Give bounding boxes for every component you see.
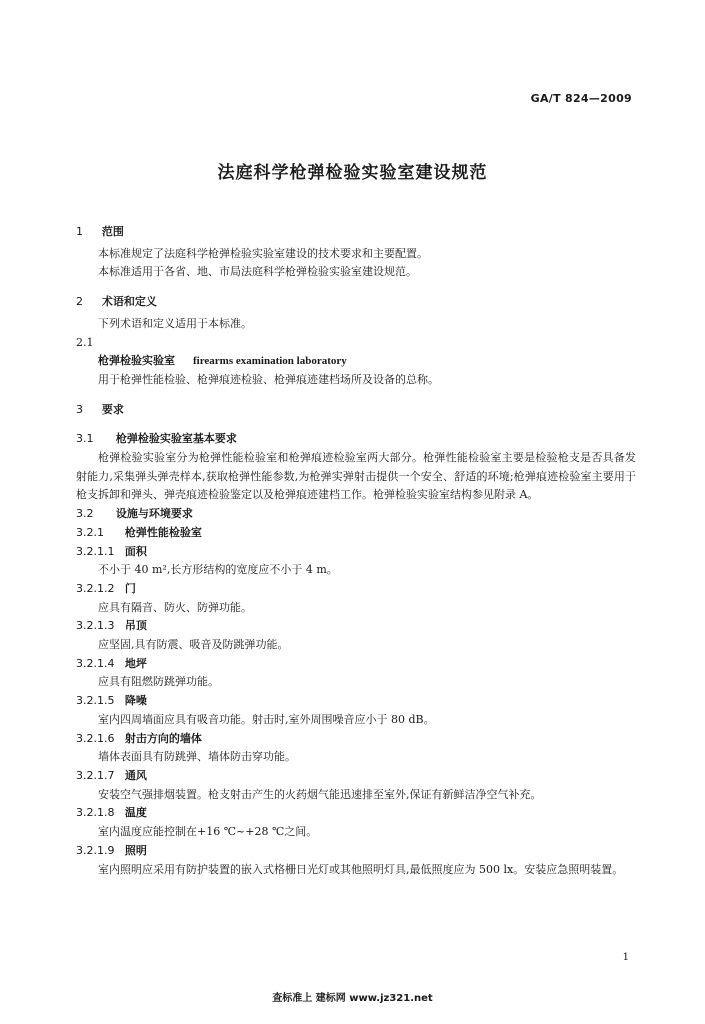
item-3-2-1-4 [76,655,636,692]
item-title: 通风 [124,768,147,782]
section-title: 范围 [101,225,124,238]
item-heading [76,804,636,823]
section-1-heading [76,223,636,242]
item-text: 室内温度应能控制在+16 ℃~+28 ℃之间。 [98,825,318,839]
section-2-heading [76,293,636,312]
item-heading [76,842,636,861]
item-number: 3.2.1.9 [76,843,115,857]
item-title: 吊顶 [124,619,147,633]
item-number: 3.2.1.3 [76,619,115,633]
item-number: 3.2.1.4 [76,656,115,670]
item-text: 安装空气强排烟装置。枪支射击产生的火药烟气能迅速排至室外,保证有新鲜洁净空气补充。 [98,787,542,801]
item-3-2-1-3 [76,617,636,654]
paragraph: 本标准适用于各省、地、市局法庭科学枪弹检验实验室建设规范。 [98,265,417,279]
term-entry [76,352,636,371]
item-title: 地坪 [124,656,147,670]
item-number: 3.2.1.8 [76,806,115,820]
document-body [76,220,636,879]
section-3-2-heading [76,505,636,524]
item-title: 射击方向的墙体 [124,731,202,745]
document-title: 法庭科学枪弹检验实验室建设规范 [217,163,488,183]
item-title: 门 [124,581,136,595]
item-heading [76,655,636,674]
section-title: 术语和定义 [101,295,157,309]
paragraph: 本标准规定了法庭科学枪弹检验实验室建设的技术要求和主要配置。 [98,246,428,260]
item-heading [76,730,636,749]
section-number: 3.2.1 [76,525,104,539]
item-text: 应具有阻燃防跳弹功能。 [98,675,219,689]
section-3-heading [76,401,636,420]
item-text: 不小于 40 m²,长方形结构的宽度应不小于 4 m。 [98,563,338,577]
term-english: firearms examination laboratory [193,355,347,368]
standard-number: GA/T 824—2009 [530,92,632,105]
section-title: 枪弹性能检验室 [124,525,202,539]
item-number: 3.2.1.1 [76,544,115,558]
item-heading [76,617,636,636]
item-number: 3.2.1.2 [76,581,115,595]
item-3-2-1-7 [76,767,636,804]
item-text: 墙体表面具有防跳弹、墙体防击穿功能。 [98,750,296,764]
paragraph: 下列术语和定义适用于本标准。 [98,316,252,330]
item-3-2-1-2 [76,580,636,617]
section-3-2-1-heading [76,524,636,543]
section-title: 设施与环境要求 [115,507,193,521]
section-number: 3 [76,402,83,416]
item-number: 3.2.1.5 [76,694,115,708]
item-3-2-1-5 [76,692,636,729]
item-heading [76,580,636,599]
footer-watermark: 查标准上 建标网 www.jz321.net [272,993,433,1004]
section-3-1-heading [76,430,636,449]
term-chinese: 枪弹检验实验室 [98,354,175,368]
item-3-2-1-6 [76,730,636,767]
item-title: 温度 [124,806,147,820]
section-number: 2 [76,295,83,309]
paragraph: 枪弹检验实验室分为枪弹性能检验室和枪弹痕迹检验室两大部分。枪弹性能检验室主要是检验枪支是否具备发射能力,采集弹头弹壳样本,获取枪弹性能参数,为枪弹实弹射击提供一个安全、舒适的环境;枪弹痕迹检验室主要用于枪支拆卸和弹头、弹壳痕迹检验鉴定以及枪弹痕迹建档工作。枪弹检验实验室结构参见附录 A。 [76,451,636,502]
item-title: 面积 [124,544,147,558]
item-3-2-1-8 [76,804,636,841]
subsection-number: 2.1 [76,335,94,349]
item-3-2-1-1 [76,543,636,580]
item-text: 室内照明应采用有防护装置的嵌入式格栅日光灯或其他照明灯具,最低照度应为 500 lx。安装应急照明装置。 [98,862,624,876]
section-number: 3.2 [76,507,94,521]
item-text: 室内四周墙面应具有吸音功能。射击时,室外周围噪音应小于 80 dB。 [98,712,435,726]
item-title: 降噪 [124,694,147,708]
term-definition: 用于枪弹性能检验、枪弹痕迹检验、枪弹痕迹建档场所及设备的总称。 [98,372,439,386]
section-number: 1 [76,225,83,238]
item-heading [76,692,636,711]
item-number: 3.2.1.6 [76,731,115,745]
item-text: 应坚固,具有防震、吸音及防跳弹功能。 [98,638,289,652]
page-number: 1 [622,952,629,963]
section-number: 3.1 [76,432,94,446]
section-title: 要求 [101,402,124,416]
item-title: 照明 [124,843,147,857]
item-3-2-1-9 [76,842,636,879]
item-text: 应具有隔音、防火、防弹功能。 [98,600,252,614]
item-heading [76,543,636,562]
item-heading [76,767,636,786]
section-title: 枪弹检验实验室基本要求 [115,432,237,446]
item-number: 3.2.1.7 [76,768,115,782]
